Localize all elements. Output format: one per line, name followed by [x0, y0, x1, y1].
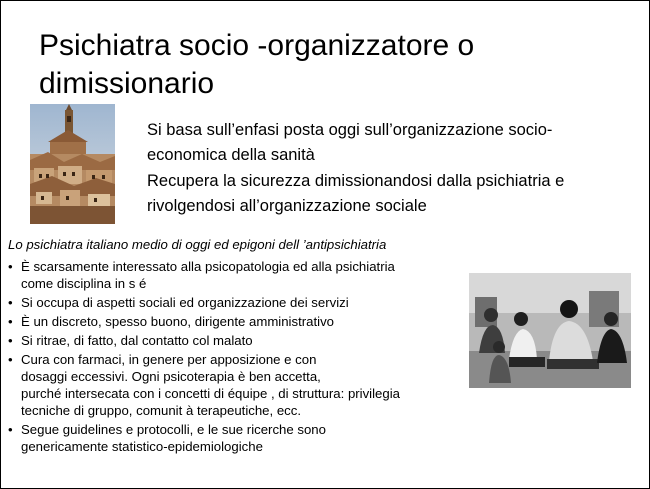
bullet-list: [8, 258, 478, 457]
bullet-line: • Si ritrae, di fatto, dal contatto col malato: [21, 333, 253, 348]
bullet-line: • Cura con farmaci, in genere per apposizione e con: [21, 352, 317, 367]
bullet-line: • È scarsamente interessato alla psicopatologia ed alla psichiatria: [21, 259, 395, 274]
bullet-item: [8, 421, 478, 455]
title-line: dimissionario: [39, 67, 215, 100]
bullet-line: come disciplina in s é: [21, 276, 147, 291]
bullet-item: [8, 258, 478, 292]
bullet-item: [8, 351, 478, 419]
historic-town-photo: [30, 104, 115, 224]
title-line: Psichiatra socio -organizzatore o: [39, 29, 475, 62]
bullet-line: dosaggi eccessivi. Ogni psicoterapia è ben accetta,: [21, 369, 321, 384]
intro-line: economica della sanità: [147, 146, 315, 164]
intro-text: [147, 118, 617, 220]
intro-paragraph: [147, 118, 617, 168]
list-heading: Lo psichiatra italiano medio di oggi ed epigoni dell ’antipsichiatria: [8, 237, 387, 252]
intro-paragraph: [147, 169, 617, 219]
bullet-item: [8, 294, 478, 311]
bullet-line: • È un discreto, spesso buono, dirigente amministrativo: [21, 314, 334, 329]
bullet-line: • Si occupa di aspetti sociali ed organizzazione dei servizi: [21, 295, 349, 310]
bullet-item: [8, 313, 478, 330]
intro-line: Recupera la sicurezza dimissionandosi dalla psichiatria e: [147, 172, 565, 190]
bullet-line: purché intersecata con i concetti di équipe , di struttura: privilegia: [21, 386, 400, 401]
bullet-line: • Segue guidelines e protocolli, e le sue ricerche sono: [21, 422, 326, 437]
bullet-line: tecniche di gruppo, comunit à terapeutiche, ecc.: [21, 403, 302, 418]
bullet-item: [8, 332, 478, 349]
intro-line: Si basa sull’enfasi posta oggi sull’organizzazione socio-: [147, 121, 553, 139]
group-therapy-photo: [469, 273, 631, 388]
slide-title: [39, 27, 599, 103]
bullet-line: genericamente statistico-epidemiologiche: [21, 439, 263, 454]
intro-line: rivolgendosi all’organizzazione sociale: [147, 197, 427, 215]
